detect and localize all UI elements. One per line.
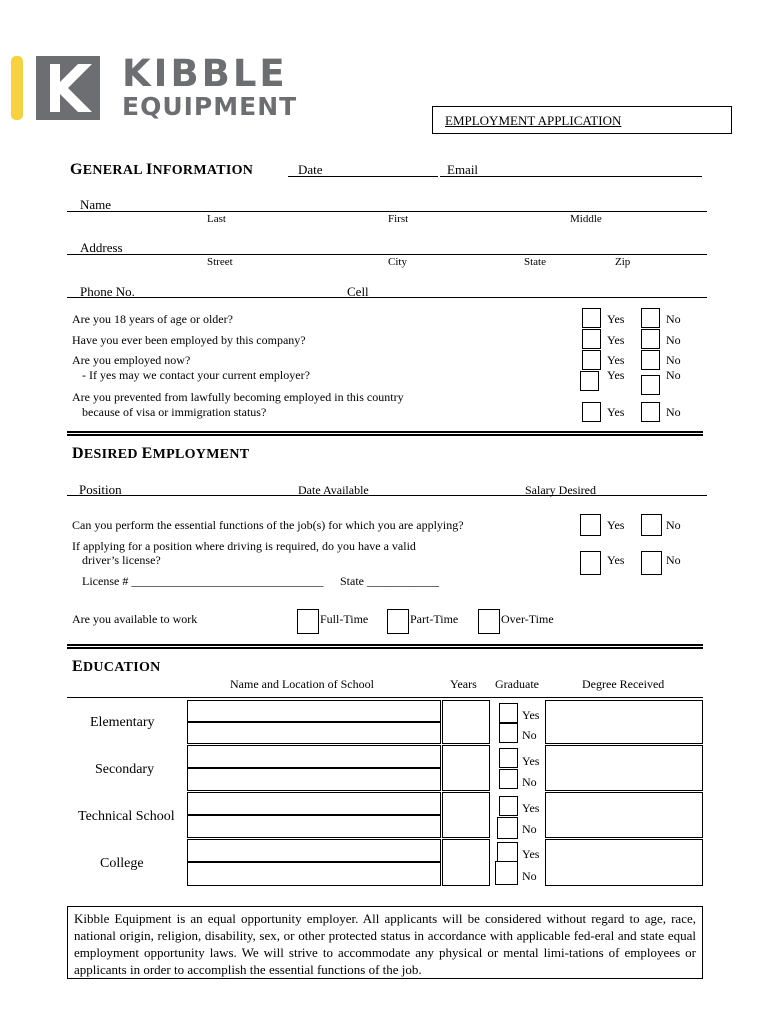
section-desired-title: DESIRED EMPLOYMENT: [72, 445, 250, 462]
license-no-label: No: [666, 553, 681, 567]
address-street-caption: Street: [207, 256, 233, 268]
visa-yes-checkbox[interactable]: [582, 402, 601, 422]
prior-yes-checkbox[interactable]: [582, 329, 601, 349]
phone-label: Phone No.: [80, 284, 135, 299]
license-yes-checkbox[interactable]: [580, 551, 601, 575]
date-field[interactable]: [288, 176, 438, 177]
question-essential-functions: Can you perform the essential functions of the job(s) for which you are applying?: [72, 518, 464, 532]
graduate-no-checkbox[interactable]: [499, 723, 518, 743]
visa-no-checkbox[interactable]: [641, 402, 660, 422]
edu-row-college: [67, 839, 703, 887]
cell-label: Cell: [347, 284, 369, 299]
graduate-yes-label: Yes: [522, 754, 540, 768]
graduate-no-label: No: [522, 869, 537, 883]
form-title-box: [432, 106, 732, 134]
school-location-field[interactable]: [187, 722, 441, 744]
prior-no-label: No: [666, 333, 681, 347]
school-name-field[interactable]: [187, 839, 441, 862]
part-time-checkbox[interactable]: [387, 609, 409, 634]
age-no-checkbox[interactable]: [641, 308, 660, 328]
functions-no-checkbox[interactable]: [641, 514, 662, 536]
name-first-caption: First: [388, 213, 409, 225]
salary-desired-label: Salary Desired: [525, 483, 596, 497]
edu-row-label: Technical School: [78, 809, 175, 824]
address-city-caption: City: [388, 256, 407, 268]
contact-no-checkbox[interactable]: [641, 375, 660, 395]
prior-no-checkbox[interactable]: [641, 329, 660, 349]
question-drivers-license: If applying for a position where driving is required, do you have a valid: [72, 539, 416, 553]
email-label: Email: [447, 162, 479, 177]
license-yes-label: Yes: [607, 553, 625, 567]
degree-field[interactable]: [545, 792, 703, 838]
age-no-label: No: [666, 312, 681, 326]
full-time-checkbox[interactable]: [297, 609, 319, 634]
form-title: EMPLOYMENT APPLICATION: [445, 113, 622, 128]
question-prior-employment: Have you ever been employed by this company?: [72, 333, 306, 347]
visa-no-label: No: [666, 405, 681, 419]
question-employed-now: Are you employed now?: [72, 353, 191, 367]
graduate-no-checkbox[interactable]: [495, 861, 518, 885]
name-field[interactable]: [67, 211, 707, 212]
address-label: Address: [80, 240, 123, 255]
logo-mark-icon: [10, 50, 110, 125]
school-name-field[interactable]: [187, 745, 441, 768]
license-no-checkbox[interactable]: [641, 551, 662, 575]
contact-yes-checkbox[interactable]: [580, 371, 599, 391]
col-school: Name and Location of School: [230, 677, 374, 691]
graduate-no-checkbox[interactable]: [497, 817, 518, 839]
employed-yes-checkbox[interactable]: [582, 350, 601, 370]
graduate-no-checkbox[interactable]: [499, 769, 518, 789]
school-location-field[interactable]: [187, 768, 441, 791]
graduate-yes-checkbox[interactable]: [499, 703, 518, 723]
question-contact-employer: - If yes may we contact your current employer?: [82, 368, 310, 382]
question-visa: Are you prevented from lawfully becoming employed in this country: [72, 390, 404, 404]
name-middle-caption: Middle: [570, 213, 602, 225]
full-time-label: Full-Time: [320, 612, 369, 626]
phone-field[interactable]: [67, 297, 707, 298]
eeo-notice-box: [67, 906, 703, 979]
visa-yes-label: Yes: [607, 405, 625, 419]
graduate-yes-label: Yes: [522, 847, 540, 861]
address-zip-caption: Zip: [615, 256, 631, 268]
eeo-notice-text: Kibble Equipment is an equal opportunity employer. All applicants will be considered without regard to age, race, national origin, religion, disability, sex, or other protected status in accordance with applicable fed-eral and state equal employment opportunity laws. We will strive to accommodate any physical or mental limi-tations of employees or applicants in order to accomplish the essential functions of the job.: [74, 911, 696, 977]
section-general-title: GENERAL INFORMATION: [70, 161, 254, 178]
license-state-field[interactable]: State ____________: [340, 574, 439, 588]
address-field[interactable]: [67, 254, 707, 255]
years-field[interactable]: [442, 792, 490, 838]
employed-yes-label: Yes: [607, 353, 625, 367]
education-table: [67, 697, 703, 887]
col-graduate: Graduate: [495, 677, 539, 691]
edu-row-technical: [67, 792, 703, 839]
name-last-caption: Last: [207, 213, 226, 225]
functions-yes-label: Yes: [607, 518, 625, 532]
col-years: Years: [450, 677, 477, 691]
section-divider: [67, 431, 703, 436]
logo-text-equipment: EQUIPMENT: [122, 92, 298, 121]
graduate-yes-checkbox[interactable]: [497, 842, 518, 862]
logo-text-kibble: KIBBLE: [122, 52, 288, 95]
col-degree: Degree Received: [582, 677, 665, 691]
part-time-label: Part-Time: [410, 612, 459, 626]
email-field[interactable]: [440, 176, 702, 177]
date-label: Date: [298, 162, 323, 177]
functions-no-label: No: [666, 518, 681, 532]
graduate-yes-checkbox[interactable]: [499, 796, 518, 816]
school-location-field[interactable]: [187, 815, 441, 838]
edu-row-label: College: [100, 856, 144, 871]
degree-field[interactable]: [545, 745, 703, 791]
company-logo: [10, 50, 340, 125]
contact-yes-label: Yes: [607, 368, 625, 382]
age-yes-checkbox[interactable]: [582, 308, 601, 328]
address-state-caption: State: [524, 256, 546, 268]
over-time-label: Over-Time: [501, 612, 554, 626]
graduate-yes-checkbox[interactable]: [499, 748, 518, 768]
date-available-label: Date Available: [298, 483, 369, 497]
availability-question: Are you available to work: [72, 612, 198, 626]
question-age: Are you 18 years of age or older?: [72, 312, 233, 326]
degree-field[interactable]: [545, 839, 703, 886]
school-location-field[interactable]: [187, 862, 441, 886]
graduate-no-label: No: [522, 728, 537, 742]
edu-row-secondary: [67, 745, 703, 792]
years-field[interactable]: [442, 700, 490, 744]
section-divider-2: [67, 644, 703, 649]
school-name-field[interactable]: [187, 700, 441, 722]
position-label: Position: [79, 482, 122, 497]
graduate-yes-label: Yes: [522, 708, 540, 722]
prior-yes-label: Yes: [607, 333, 625, 347]
years-field[interactable]: [442, 839, 490, 886]
edu-row-elementary: [67, 697, 703, 745]
over-time-checkbox[interactable]: [478, 609, 500, 634]
section-education-title: EDUCATION: [72, 658, 161, 675]
school-name-field[interactable]: [187, 792, 441, 815]
edu-row-label: Secondary: [95, 762, 155, 777]
position-field[interactable]: [67, 495, 707, 496]
years-field[interactable]: [442, 745, 490, 791]
question-visa-cont: because of visa or immigration status?: [82, 405, 267, 419]
graduate-no-label: No: [522, 822, 537, 836]
employed-no-label: No: [666, 353, 681, 367]
graduate-yes-label: Yes: [522, 801, 540, 815]
functions-yes-checkbox[interactable]: [580, 514, 601, 536]
license-number-field[interactable]: License # ________________________________: [82, 574, 324, 588]
employed-no-checkbox[interactable]: [641, 350, 660, 370]
edu-row-label: Elementary: [90, 715, 155, 730]
contact-no-label: No: [666, 368, 681, 382]
name-label: Name: [80, 197, 112, 212]
degree-field[interactable]: [545, 700, 703, 744]
age-yes-label: Yes: [607, 312, 625, 326]
question-drivers-license-cont: driver’s license?: [82, 553, 161, 567]
graduate-no-label: No: [522, 775, 537, 789]
